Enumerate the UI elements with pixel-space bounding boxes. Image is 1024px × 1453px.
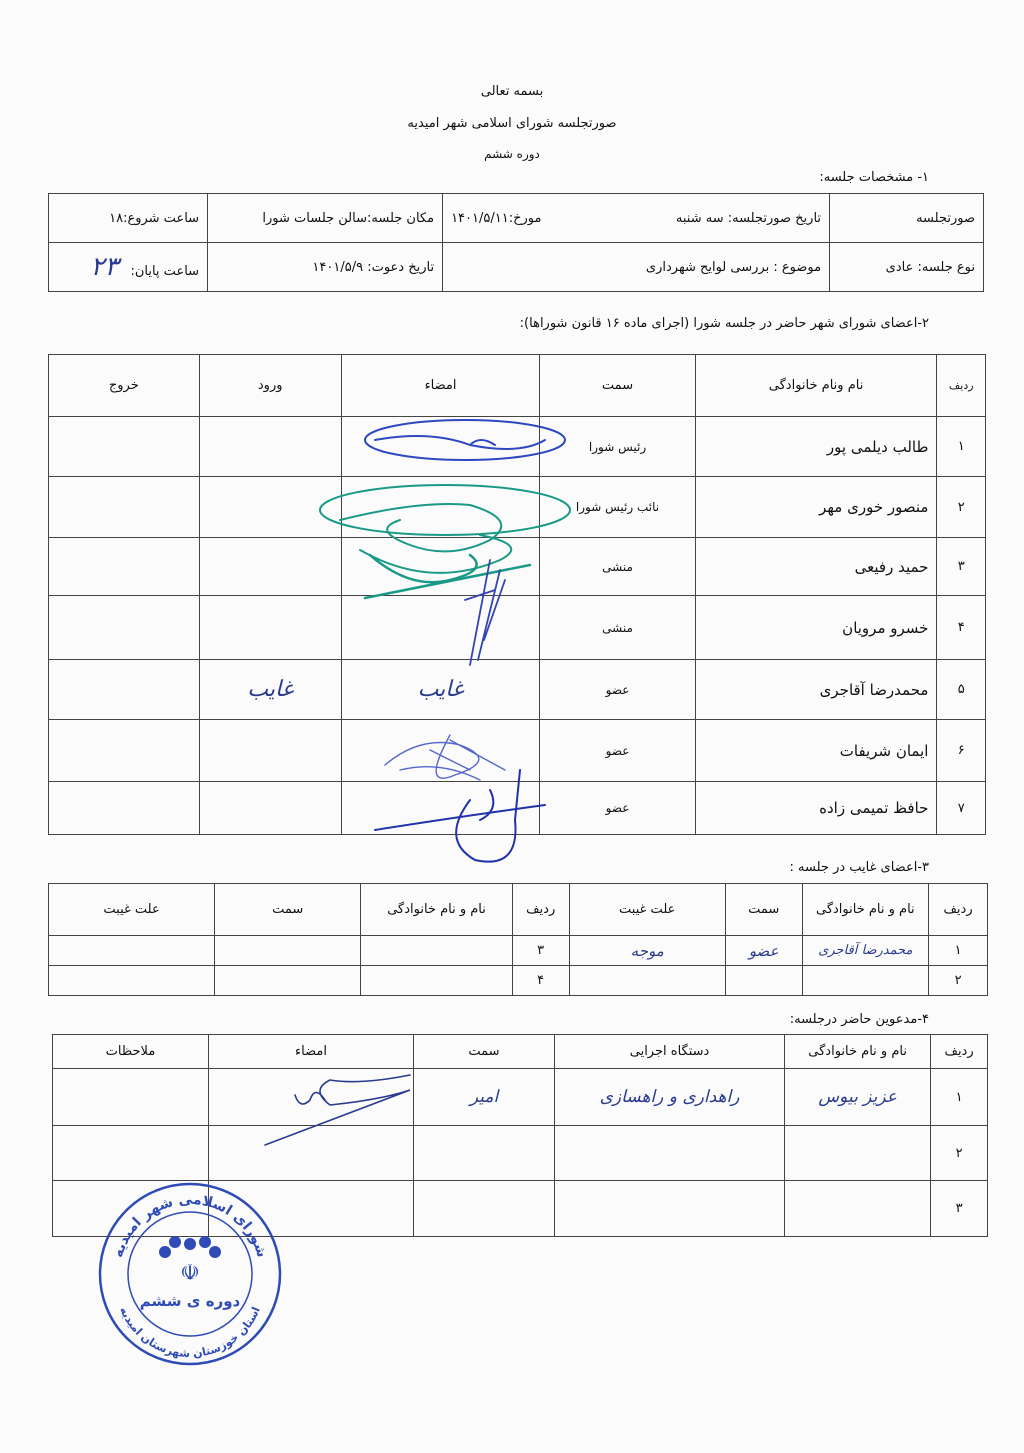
invitee-signature [208, 1069, 413, 1126]
absent-name [361, 966, 512, 996]
member-role: نائب رئیس شورا [540, 477, 695, 538]
session-info-table [48, 193, 984, 292]
col-role: سمت [414, 1035, 555, 1069]
member-role: منشی [540, 538, 695, 596]
row-number: ۶ [937, 720, 986, 782]
session-subject: موضوع : بررسی لوایح شهرداری [443, 243, 830, 292]
member-role: عضو [540, 720, 695, 782]
member-enter [199, 596, 341, 660]
col-notes: ملاحظات [53, 1035, 209, 1069]
row-number: ۱ [937, 417, 986, 477]
row-number: ۴ [937, 596, 986, 660]
section2-title: ۲-اعضای شورای شهر حاضر در جلسه شورا (اجرای ماده ۱۶ قانون شوراها): [519, 316, 929, 331]
table-row [49, 477, 986, 538]
invitee-signature [208, 1126, 413, 1181]
absent-role [725, 966, 802, 996]
col-absence-reason: علت غیبت [569, 884, 725, 936]
member-enter [199, 417, 341, 477]
stamp-bottom-text: استان خوزستان شهرستان امیدیه [117, 1304, 263, 1361]
col-row-number: ردیف [929, 884, 988, 936]
session-date-label: تاریخ صورتجلسه: سه شنبه [675, 210, 822, 226]
col-role: سمت [215, 884, 361, 936]
invitation-date: تاریخ دعوت: ۱۴۰۱/۵/۹ [208, 243, 443, 292]
col-enter: ورود [199, 355, 341, 417]
table-row [53, 1126, 988, 1181]
member-role: عضو [540, 660, 695, 720]
row-number: ۱ [931, 1069, 988, 1126]
member-name: حافظ تمیمی زاده [695, 782, 937, 835]
table-row [49, 720, 986, 782]
col-name: نام ونام خانوادگی [695, 355, 937, 417]
session-record-label: صورتجلسه [830, 194, 984, 243]
end-time-value: ۲۳ [90, 252, 119, 282]
session-place: مکان جلسه:سالن جلسات شورا [208, 194, 443, 243]
absence-reason [49, 936, 215, 966]
member-signature [341, 538, 540, 596]
col-signature: امضاء [341, 355, 540, 417]
table-row [49, 417, 986, 477]
member-exit [49, 596, 200, 660]
table-row [49, 936, 988, 966]
row-number: ۵ [937, 660, 986, 720]
member-signature [341, 477, 540, 538]
col-row-number: ردیف [937, 355, 986, 417]
member-role: رئیس شورا [540, 417, 695, 477]
invitee-name [785, 1181, 931, 1237]
member-role: منشی [540, 596, 695, 660]
member-exit [49, 417, 200, 477]
session-end-time-cell [49, 243, 208, 292]
session-type: نوع جلسه: عادی [830, 243, 984, 292]
member-exit [49, 477, 200, 538]
col-signature: امضاء [208, 1035, 413, 1069]
member-name: حمید رفیعی [695, 538, 937, 596]
col-exit: خروج [49, 355, 200, 417]
section1-title: ۱- مشخصات جلسه: [819, 170, 929, 185]
member-exit [49, 720, 200, 782]
col-role: سمت [540, 355, 695, 417]
table-row [49, 596, 986, 660]
col-organization: دستگاه اجرایی [554, 1035, 784, 1069]
absent-role [215, 936, 361, 966]
row-number: ۱ [929, 936, 988, 966]
section3-title: ۳-اعضای غایب در جلسه : [789, 860, 929, 875]
invitee-role [414, 1126, 555, 1181]
member-exit [49, 538, 200, 596]
member-name: محمدرضا آقاجری [695, 660, 937, 720]
stamp-emblem [159, 1236, 221, 1286]
table-row [49, 660, 986, 720]
col-row-number: ردیف [512, 884, 569, 936]
member-signature [341, 720, 540, 782]
section4-title: ۴-مدعوین حاضر درجلسه: [789, 1012, 929, 1027]
absent-role [215, 966, 361, 996]
table-row [53, 1069, 988, 1126]
absence-reason [569, 966, 725, 996]
stamp-middle-text: دوره ی ششم [139, 1292, 241, 1310]
member-enter [199, 782, 341, 835]
session-date-cell [443, 194, 830, 243]
invitee-role: امیر [414, 1069, 555, 1126]
member-enter [199, 538, 341, 596]
member-enter [199, 477, 341, 538]
end-time-label: ساعت پایان: [130, 264, 200, 279]
row-number: ۳ [937, 538, 986, 596]
member-name: طالب دیلمی پور [695, 417, 937, 477]
council-stamp [95, 1182, 285, 1367]
stamp-top-text: شورای اسلامی شهر امیدیه [110, 1191, 270, 1260]
col-row-number: ردیف [931, 1035, 988, 1069]
present-members-table [48, 354, 986, 835]
absent-name: محمدرضا آقاجری [802, 936, 929, 966]
document-title: صورتجلسه شورای اسلامی شهر امیدیه [407, 116, 617, 131]
table-row [49, 782, 986, 835]
member-name: منصور خوری مهر [695, 477, 937, 538]
row-number: ۲ [929, 966, 988, 996]
row-number: ۷ [937, 782, 986, 835]
member-signature [341, 417, 540, 477]
col-name: نام و نام خانوادگی [802, 884, 929, 936]
col-role: سمت [725, 884, 802, 936]
table-row [49, 538, 986, 596]
member-exit [49, 660, 200, 720]
session-start-time: ساعت شروع:۱۸ [49, 194, 208, 243]
absent-name [361, 936, 512, 966]
invitee-organization: راهداری و راهسازی [554, 1069, 784, 1126]
member-signature: غایب [341, 660, 540, 720]
row-number: ۲ [931, 1126, 988, 1181]
member-signature [341, 596, 540, 660]
absent-name [802, 966, 929, 996]
table-row [49, 966, 988, 996]
col-name: نام و نام خانوادگی [361, 884, 512, 936]
emblem-glyph: ☫ [180, 1261, 200, 1286]
member-role: عضو [540, 782, 695, 835]
invitee-notes [53, 1126, 209, 1181]
session-date-value: مورخ:۱۴۰۱/۵/۱۱ [451, 210, 542, 226]
row-number: ۲ [937, 477, 986, 538]
row-number: ۴ [512, 966, 569, 996]
member-enter: غایب [199, 660, 341, 720]
invitee-organization [554, 1181, 784, 1237]
absent-role: عضو [725, 936, 802, 966]
member-signature [341, 782, 540, 835]
row-number: ۳ [931, 1181, 988, 1237]
row-number: ۳ [512, 936, 569, 966]
absent-members-table [48, 883, 988, 996]
invitee-notes [53, 1069, 209, 1126]
invitee-role [414, 1181, 555, 1237]
member-exit [49, 782, 200, 835]
absence-reason: موجه [569, 936, 725, 966]
col-name: نام و نام خانوادگی [785, 1035, 931, 1069]
member-name: ایمان شریفات [695, 720, 937, 782]
col-absence-reason: علت غیبت [49, 884, 215, 936]
member-enter [199, 720, 341, 782]
bismillah: بسمه تعالی [480, 84, 544, 99]
invitee-name [785, 1126, 931, 1181]
invitee-name: عزیز بیوس [785, 1069, 931, 1126]
member-name: خسرو مرویان [695, 596, 937, 660]
absence-reason [49, 966, 215, 996]
period-label: دوره ششم [484, 147, 540, 161]
invitee-organization [554, 1126, 784, 1181]
